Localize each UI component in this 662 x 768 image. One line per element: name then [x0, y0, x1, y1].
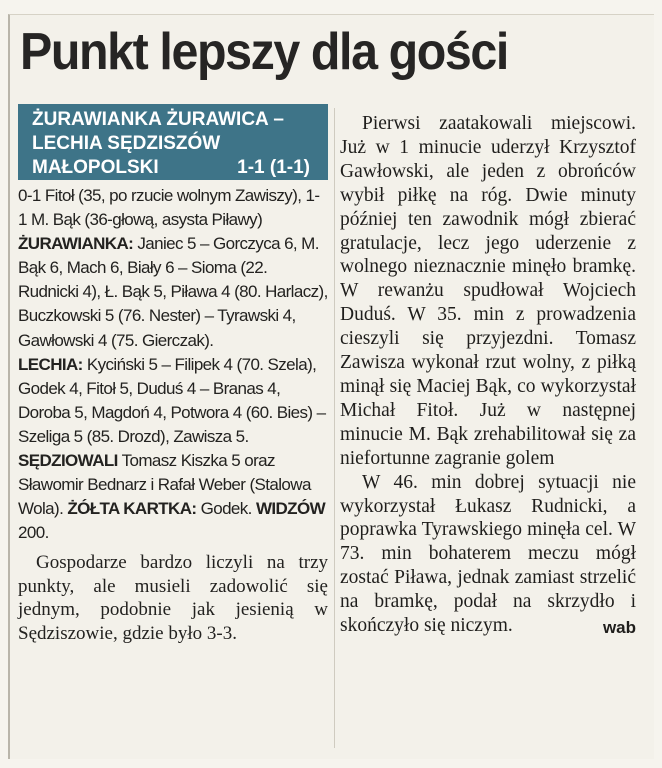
yellow-card-label: ŻÓŁTA KARTKA:	[67, 499, 197, 519]
spectators-label: WIDZÓW	[255, 499, 326, 519]
referees-text: Tomasz Kiszka 5 oraz Sławomir Bednarz i Rafał Weber (Stalowa Wola).	[18, 451, 311, 519]
lechia-lineup	[18, 353, 328, 449]
body-paragraph-2: W 46. min dobrej sytuacji nie wykorzystał Łukasz Rudnicki, a poprawka Tyrawskiego minęła cel. W 73. min bohaterem meczu mógł zostać Piława, jednak zamiast strzelić na bramkę, podał na skrzydło i skończyło się niczym.	[340, 471, 636, 637]
match-details-column	[18, 184, 328, 645]
body-paragraph-1: Pierwsi zaatakowali miejscowi. Już w 1 minucie uderzył Krzysztof Gawłowski, ale jeden z obrońców wybił piłkę na róg. Dwie minuty później ten zawodnik mógł zbierać gratulacje, lecz jego uderzenie z wolnego nieznacznie minęło bramkę. W rewanżu spudłował Wojciech Duduś. W 35. min z prowadzenia cieszyli się przyjezdni. Tomasz Zawisza wykonał rzut wolny, z piłką minął się Maciej Bąk, co wykorzystał Michał Fitoł. Już w następnej minucie M. Bąk zrehabilitował się za niefortunne zagranie golem	[340, 113, 636, 469]
article-body-column	[340, 112, 636, 638]
lechia-players: Kyciński 5 – Filipek 4 (70. Szela), Godek 4, Fitoł 5, Duduś 4 – Branas 4, Doroba 5, Magdoń 4, Potwora 4 (60. Bies) – Szeliga 5 (85. Drozd), Zawisza 5.	[18, 354, 326, 446]
author-byline: wab	[602, 618, 636, 638]
officials-line	[18, 449, 328, 545]
match-score-box	[18, 104, 328, 180]
article-headline: Punkt lepszy dla gości	[20, 23, 508, 81]
match-score: 1-1 (1-1)	[237, 157, 310, 178]
zurawianka-label: ŻURAWIANKA:	[18, 234, 134, 254]
column-divider	[334, 108, 335, 748]
zurawianka-players: Janiec 5 – Gorczyca 6, M. Bąk 6, Mach 6, Biały 6 – Sioma (22. Rudnicki 4), Ł. Bąk 5, Piława 4 (80. Harlacz), Buczkowski 5 (76. Nester) – Tyrawski 4, Gawłowski 4 (75. Gierczak).	[18, 234, 328, 350]
match-team-line-2: LECHIA SĘDZISZÓW	[32, 133, 221, 154]
left-paragraph: Gospodarze bardzo liczyli na trzy punkty, ale musieli zadowolić się jednym, podobnie jak jesienią w Sędziszowie, gdzie było 3-3.	[18, 552, 328, 644]
goals-line: 0-1 Fitoł (35, po rzucie wolnym Zawiszy), 1-1 M. Bąk (36-głową, asysta Piławy)	[18, 186, 320, 230]
yellow-card-text: Godek.	[196, 499, 252, 519]
lechia-label: LECHIA:	[18, 354, 83, 374]
match-team-line-3: MAŁOPOLSKI	[32, 157, 159, 178]
zurawianka-lineup	[18, 232, 328, 352]
match-team-line-1: ŻURAWIANKA ŻURAWICA –	[32, 109, 284, 130]
referees-label: SĘDZIOWALI	[18, 451, 118, 471]
spectators-value: 200.	[18, 523, 49, 543]
